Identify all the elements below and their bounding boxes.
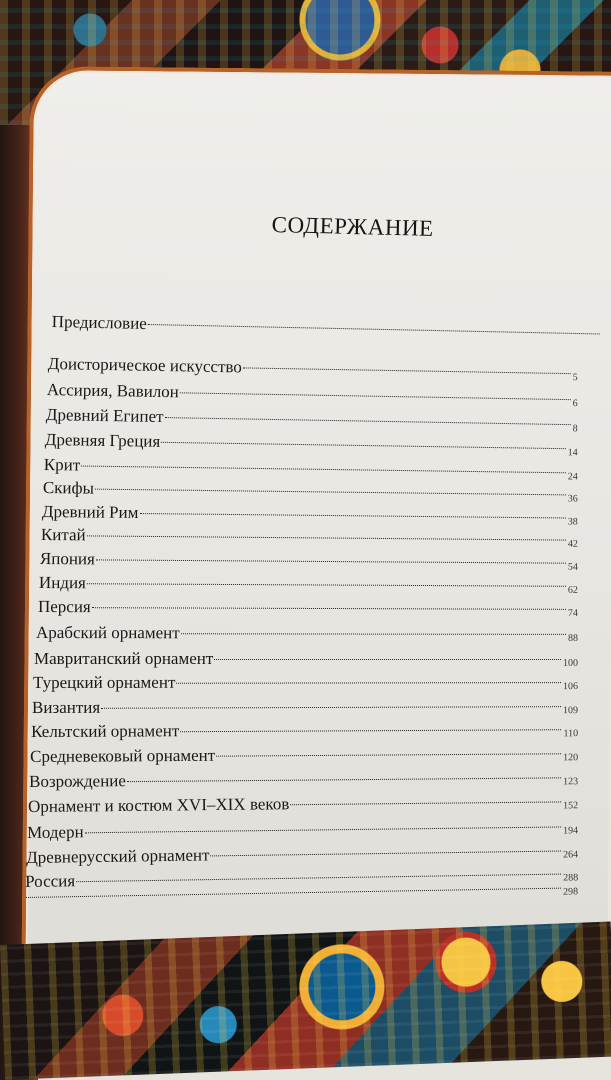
- toc-dot-leader: [87, 583, 566, 587]
- toc-dot-leader: [76, 874, 561, 883]
- toc-dot-leader: [92, 607, 566, 610]
- toc-entry-label: Древняя Греция: [44, 430, 161, 451]
- toc-entry-label: Персия: [37, 597, 91, 617]
- toc-entry-label: Возрождение: [29, 771, 126, 791]
- toc-page-number: 24: [567, 471, 578, 483]
- toc-dot-leader: [85, 826, 561, 833]
- toc-dot-leader: [176, 682, 561, 684]
- toc-entry-label: Крит: [43, 455, 81, 475]
- toc-page-number: 88: [567, 632, 578, 644]
- toc-page-number: 42: [567, 538, 578, 550]
- toc-page-number: 264: [563, 849, 579, 861]
- toc-page-number: 298: [562, 886, 579, 898]
- toc-entry: [33, 672, 578, 693]
- toc-dot-leader: [165, 417, 571, 425]
- toc-entry: [30, 743, 578, 767]
- toc-entry-label: Скифы: [42, 478, 95, 498]
- toc-dot-leader: [139, 513, 565, 518]
- toc-entry-label: Индия: [38, 573, 86, 593]
- toc-dot-leader: [95, 489, 566, 496]
- toc-entry-label: Китай: [40, 525, 86, 545]
- toc-page-number: 152: [563, 800, 579, 812]
- toc-entry-label: Арабский орнамент: [35, 623, 180, 643]
- toc-dot-leader: [180, 392, 571, 400]
- toc-dot-leader: [180, 729, 561, 732]
- toc-dot-leader: [161, 442, 565, 449]
- toc-page-number: 106: [563, 681, 579, 693]
- toc-entry: [38, 597, 578, 619]
- toc-dot-leader: [81, 466, 566, 474]
- toc-entry-label: Россия: [25, 871, 76, 891]
- toc-entry: [32, 696, 578, 718]
- toc-page-number: 100: [563, 658, 578, 669]
- toc-entry: [39, 573, 578, 596]
- contents-heading: СОДЕРЖАНИЕ: [271, 212, 434, 241]
- ornamental-bottom-border: [0, 922, 611, 1080]
- toc-dot-leader: [290, 801, 561, 805]
- toc-entry-label: Модерн: [27, 822, 84, 842]
- toc-entry-label: Турецкий орнамент: [33, 672, 176, 692]
- toc-entry-label: Древний Египет: [45, 405, 164, 427]
- toc-dot-leader: [127, 777, 561, 782]
- toc-page-number: 5: [572, 372, 578, 384]
- toc-entry-label: Доисторическое искусство: [47, 354, 243, 377]
- toc-page-number: 74: [567, 607, 578, 619]
- toc-entry: [34, 649, 578, 669]
- toc-dot-leader: [96, 559, 566, 563]
- toc-page-number: 109: [563, 705, 579, 717]
- toc-page-number: 54: [567, 561, 578, 573]
- toc-entry-label: Древний Рим: [41, 502, 139, 523]
- toc-page-number: 288: [563, 872, 579, 884]
- toc-entry-label: Орнамент и костюм XVI–XIX веков: [28, 794, 290, 816]
- toc-entry-label: Древнерусский орнамент: [26, 845, 210, 867]
- toc-dot-leader: [87, 535, 566, 540]
- toc-dot-leader: [148, 324, 600, 334]
- toc-entry-label: Мавританский орнамент: [34, 649, 214, 668]
- toc-dot-leader: [214, 659, 561, 660]
- toc-entry: [36, 623, 578, 644]
- toc-entry-label: Ассирия, Вавилон: [46, 380, 180, 402]
- toc-entry-label: Кельтский орнамент: [31, 721, 180, 741]
- toc-page-number: 38: [567, 516, 578, 528]
- toc-dot-leader: [181, 633, 566, 635]
- toc-page-number: 8: [572, 423, 578, 435]
- toc-dot-leader: [210, 851, 561, 857]
- toc-page-number: 62: [567, 584, 578, 596]
- toc-dot-leader: [216, 753, 561, 756]
- toc-page-number: 14: [567, 447, 578, 459]
- toc-entry: [40, 549, 578, 573]
- toc-page-number: 36: [567, 493, 578, 505]
- toc-entry: [31, 719, 578, 742]
- toc-entry-label: Предисловие: [51, 312, 148, 333]
- toc-dot-leader: [243, 367, 571, 374]
- toc-entry-label: Средневековый орнамент: [30, 745, 216, 766]
- toc-page-number: 194: [563, 825, 579, 837]
- toc-entry-label: Япония: [39, 549, 95, 569]
- toc-page-number: 120: [563, 752, 579, 764]
- toc-page-number: 110: [563, 728, 579, 740]
- toc-page-number: 123: [563, 776, 579, 788]
- toc-dot-leader: [101, 706, 561, 709]
- toc-page-number: 6: [572, 398, 578, 410]
- toc-entry-label: Византия: [32, 697, 101, 717]
